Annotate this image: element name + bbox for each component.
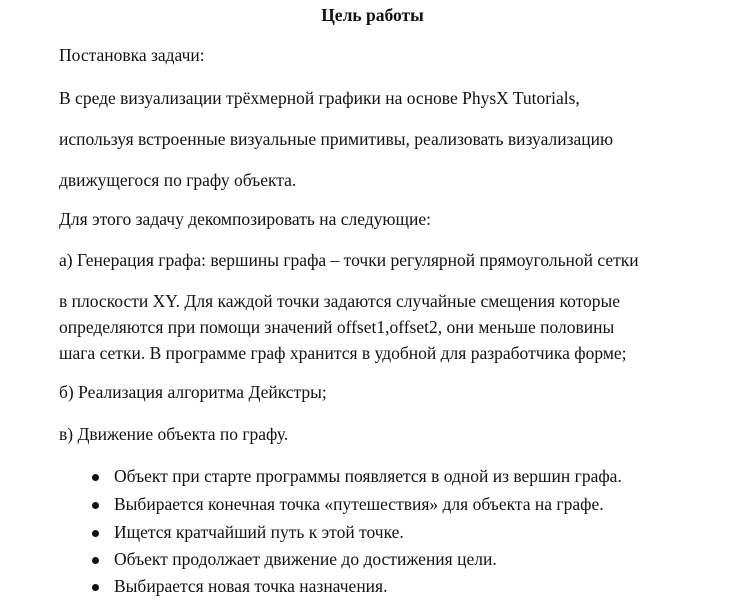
paragraph-line: определяются при помощи значений offset1,offset2, они меньше половины (59, 317, 615, 337)
paragraph-line: Для этого задачу декомпозировать на следующие: (59, 209, 431, 229)
bullet-icon (92, 502, 99, 509)
list-item-b: б) Реализация алгоритма Дейкстры; (59, 382, 327, 402)
bullet-text: Выбирается новая точка назначения. (114, 576, 388, 596)
list-item-a: а) Генерация графа: вершины графа – точки регулярной прямоугольной сетки (59, 250, 639, 270)
paragraph-line: шага сетки. В программе граф хранится в удобной для разработчика форме; (59, 343, 627, 363)
paragraph-line: используя встроенные визуальные примитивы, реализовать визуализацию (59, 129, 614, 149)
bullet-icon (92, 557, 99, 564)
bullet-icon (92, 530, 99, 537)
bullet-text: Выбирается конечная точка «путешествия» для объекта на графе. (114, 494, 604, 514)
bullet-text: Объект продолжает движение до достижения цели. (114, 549, 497, 569)
paragraph-line: движущегося по графу объекта. (59, 170, 297, 190)
paragraph-line: в плоскости XY. Для каждой точки задаются случайные смещения которые (59, 291, 621, 311)
bullet-text: Ищется кратчайший путь к этой точке. (114, 522, 404, 542)
list-item-c: в) Движение объекта по графу. (59, 424, 289, 444)
document-title: Цель работы (321, 5, 424, 25)
bullet-icon (92, 474, 99, 481)
bullet-icon (92, 584, 99, 591)
paragraph-line: В среде визуализации трёхмерной графики на основе PhysX Tutorials, (59, 88, 580, 108)
bullet-text: Объект при старте программы появляется в одной из вершин графа. (114, 466, 622, 486)
paragraph-problem-statement: Постановка задачи: (59, 45, 205, 65)
